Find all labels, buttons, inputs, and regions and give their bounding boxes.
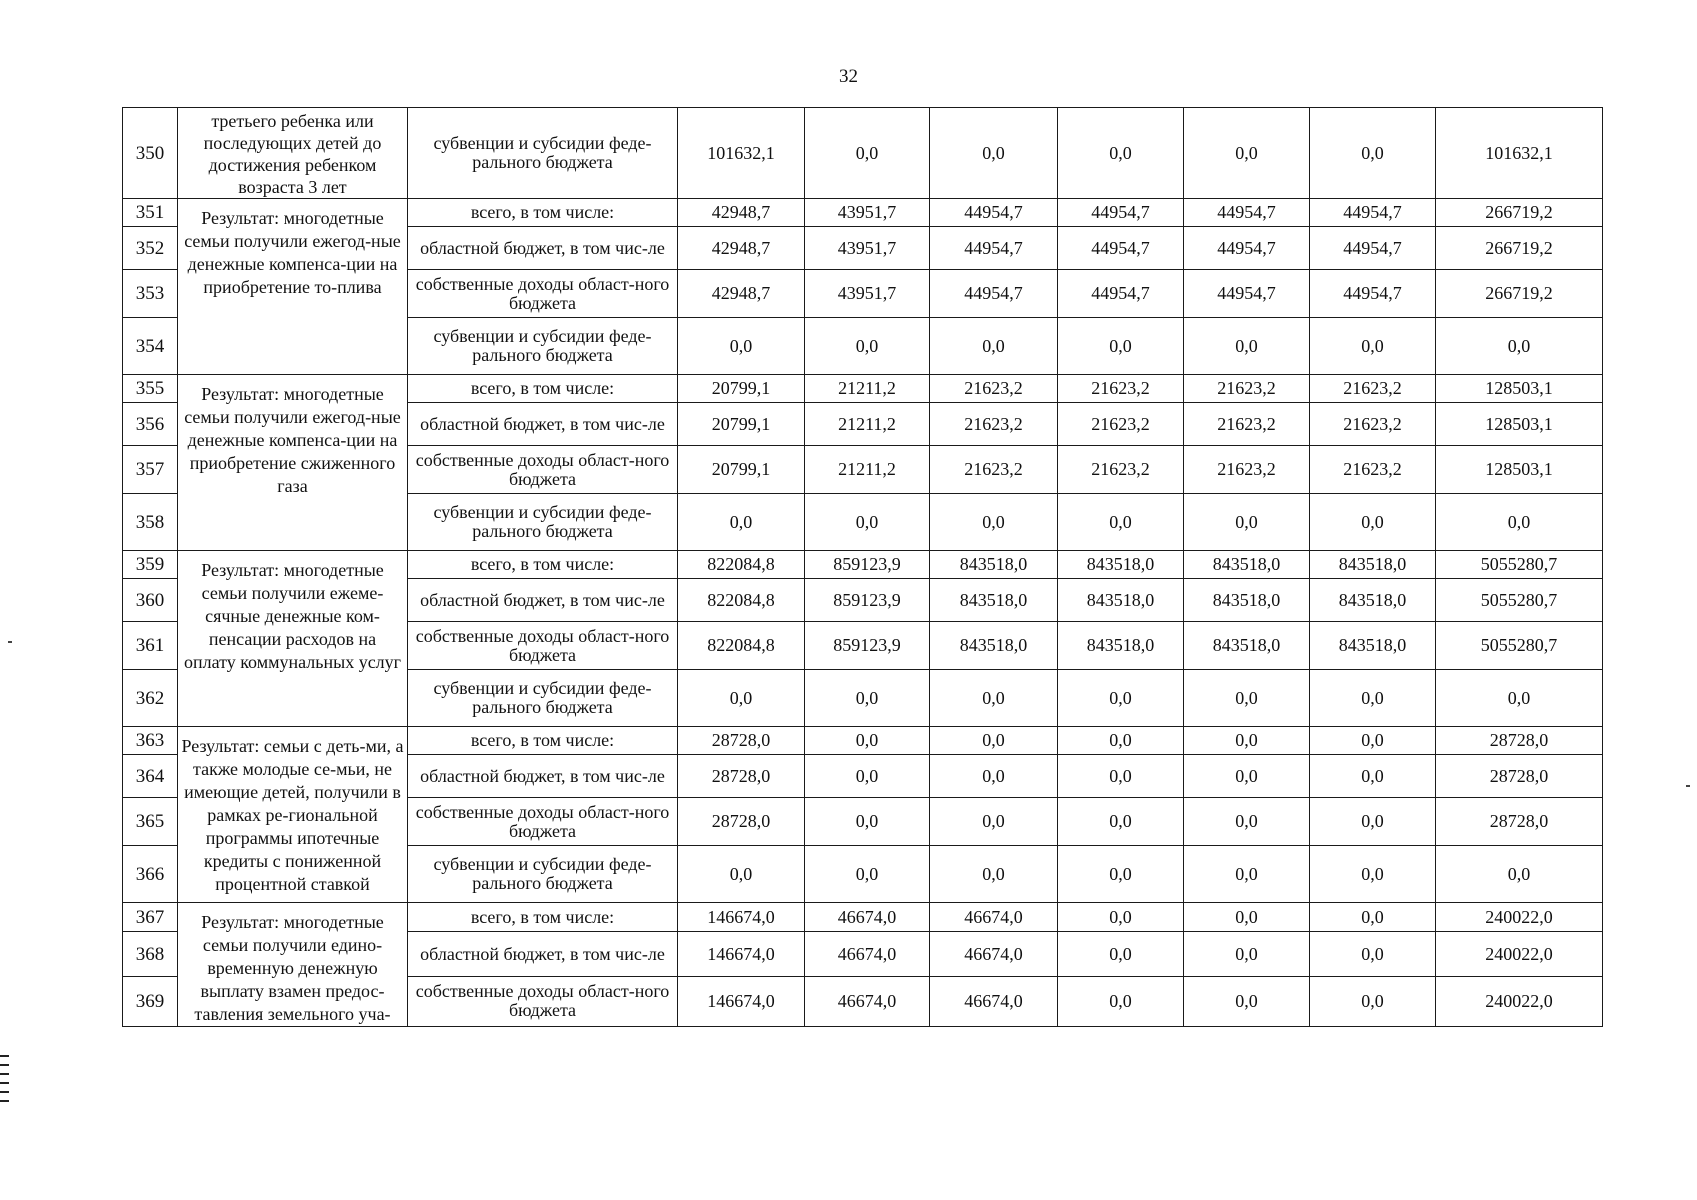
year-value: 0,0 xyxy=(1310,108,1436,199)
total-value: 128503,1 xyxy=(1436,375,1603,403)
year-value: 44954,7 xyxy=(1058,227,1184,270)
scan-speck xyxy=(1686,785,1690,787)
year-value: 0,0 xyxy=(1184,318,1310,375)
year-value: 0,0 xyxy=(805,670,930,727)
funding-source: всего, в том числе: xyxy=(408,903,678,932)
year-value: 0,0 xyxy=(1310,976,1436,1026)
row-number: 369 xyxy=(123,976,178,1026)
year-value: 0,0 xyxy=(930,846,1058,903)
year-value: 42948,7 xyxy=(678,270,805,318)
year-value: 46674,0 xyxy=(930,976,1058,1026)
year-value: 46674,0 xyxy=(805,976,930,1026)
year-value: 0,0 xyxy=(1058,903,1184,932)
year-value: 0,0 xyxy=(1310,494,1436,551)
total-value: 240022,0 xyxy=(1436,932,1603,977)
funding-source: всего, в том числе: xyxy=(408,199,678,227)
year-value: 0,0 xyxy=(930,727,1058,755)
total-value: 28728,0 xyxy=(1436,798,1603,846)
funding-source: всего, в том числе: xyxy=(408,375,678,403)
year-value: 859123,9 xyxy=(805,551,930,579)
year-value: 0,0 xyxy=(678,846,805,903)
year-value: 21623,2 xyxy=(930,446,1058,494)
year-value: 21211,2 xyxy=(805,446,930,494)
total-value: 28728,0 xyxy=(1436,727,1603,755)
funding-source: всего, в том числе: xyxy=(408,551,678,579)
year-value: 0,0 xyxy=(930,108,1058,199)
year-value: 0,0 xyxy=(1184,976,1310,1026)
year-value: 0,0 xyxy=(1058,670,1184,727)
year-value: 843518,0 xyxy=(1310,551,1436,579)
row-number: 352 xyxy=(123,227,178,270)
result-description: Результат: семьи с деть-ми, а также молодые се-мьи, не имеющие детей, получили в рамках ре-гиональной программы ипотечные кредиты с пониженной процентной ставкой xyxy=(178,727,408,903)
row-number: 367 xyxy=(123,903,178,932)
year-value: 43951,7 xyxy=(805,227,930,270)
year-value: 44954,7 xyxy=(1184,227,1310,270)
year-value: 44954,7 xyxy=(930,227,1058,270)
funding-source: субвенции и субсидии феде-рального бюджета xyxy=(408,494,678,551)
row-number: 356 xyxy=(123,403,178,446)
year-value: 44954,7 xyxy=(1310,227,1436,270)
total-value: 0,0 xyxy=(1436,670,1603,727)
funding-source: собственные доходы област-ного бюджета xyxy=(408,446,678,494)
year-value: 0,0 xyxy=(1310,846,1436,903)
row-number: 351 xyxy=(123,199,178,227)
total-value: 5055280,7 xyxy=(1436,579,1603,622)
total-value: 266719,2 xyxy=(1436,199,1603,227)
year-value: 21623,2 xyxy=(1310,375,1436,403)
year-value: 21623,2 xyxy=(1184,403,1310,446)
year-value: 146674,0 xyxy=(678,903,805,932)
total-value: 101632,1 xyxy=(1436,108,1603,199)
year-value: 28728,0 xyxy=(678,727,805,755)
row-number: 364 xyxy=(123,755,178,798)
funding-source: собственные доходы област-ного бюджета xyxy=(408,976,678,1026)
table-row xyxy=(123,551,1603,579)
funding-source: собственные доходы област-ного бюджета xyxy=(408,798,678,846)
total-value: 0,0 xyxy=(1436,494,1603,551)
funding-source: областной бюджет, в том чис-ле xyxy=(408,755,678,798)
year-value: 0,0 xyxy=(1184,932,1310,977)
year-value: 0,0 xyxy=(1058,755,1184,798)
result-description: Результат: многодетные семьи получили ежеме-сячные денежные ком-пенсации расходов на оплату коммунальных услуг xyxy=(178,551,408,727)
row-number: 354 xyxy=(123,318,178,375)
year-value: 843518,0 xyxy=(1058,622,1184,670)
funding-source: субвенции и субсидии феде-рального бюджета xyxy=(408,846,678,903)
year-value: 843518,0 xyxy=(1310,622,1436,670)
year-value: 0,0 xyxy=(805,727,930,755)
year-value: 42948,7 xyxy=(678,199,805,227)
year-value: 822084,8 xyxy=(678,579,805,622)
funding-source: областной бюджет, в том чис-ле xyxy=(408,227,678,270)
year-value: 42948,7 xyxy=(678,227,805,270)
year-value: 843518,0 xyxy=(1058,551,1184,579)
year-value: 43951,7 xyxy=(805,270,930,318)
row-number: 359 xyxy=(123,551,178,579)
year-value: 0,0 xyxy=(805,846,930,903)
row-number: 363 xyxy=(123,727,178,755)
year-value: 20799,1 xyxy=(678,375,805,403)
row-number: 368 xyxy=(123,932,178,977)
year-value: 21623,2 xyxy=(1310,403,1436,446)
year-value: 843518,0 xyxy=(930,551,1058,579)
year-value: 0,0 xyxy=(805,494,930,551)
total-value: 128503,1 xyxy=(1436,403,1603,446)
year-value: 0,0 xyxy=(678,494,805,551)
year-value: 0,0 xyxy=(930,670,1058,727)
total-value: 5055280,7 xyxy=(1436,622,1603,670)
result-description: Результат: многодетные семьи получили едино-временную денежную выплату взамен предос-тавления земельного уча- xyxy=(178,903,408,1027)
row-number: 358 xyxy=(123,494,178,551)
year-value: 46674,0 xyxy=(805,932,930,977)
year-value: 843518,0 xyxy=(1184,579,1310,622)
year-value: 843518,0 xyxy=(930,579,1058,622)
year-value: 21623,2 xyxy=(1058,375,1184,403)
year-value: 0,0 xyxy=(1184,798,1310,846)
budget-table xyxy=(122,107,1603,1027)
row-number: 355 xyxy=(123,375,178,403)
funding-source: областной бюджет, в том чис-ле xyxy=(408,579,678,622)
year-value: 44954,7 xyxy=(1184,270,1310,318)
year-value: 21623,2 xyxy=(1058,403,1184,446)
year-value: 0,0 xyxy=(930,755,1058,798)
year-value: 0,0 xyxy=(1184,846,1310,903)
funding-source: субвенции и субсидии феде-рального бюджета xyxy=(408,670,678,727)
year-value: 46674,0 xyxy=(805,903,930,932)
year-value: 0,0 xyxy=(930,798,1058,846)
total-value: 240022,0 xyxy=(1436,903,1603,932)
year-value: 0,0 xyxy=(1184,755,1310,798)
year-value: 28728,0 xyxy=(678,755,805,798)
year-value: 0,0 xyxy=(1310,727,1436,755)
scan-speck xyxy=(8,641,12,643)
year-value: 146674,0 xyxy=(678,976,805,1026)
year-value: 0,0 xyxy=(678,670,805,727)
scan-margin-marks xyxy=(0,1055,9,1107)
table-row xyxy=(123,108,1603,199)
funding-source: областной бюджет, в том чис-ле xyxy=(408,932,678,977)
year-value: 843518,0 xyxy=(1184,551,1310,579)
year-value: 101632,1 xyxy=(678,108,805,199)
year-value: 44954,7 xyxy=(930,199,1058,227)
result-description: третьего ребенка или последующих детей до достижения ребенком возраста 3 лет xyxy=(178,108,408,199)
year-value: 46674,0 xyxy=(930,932,1058,977)
year-value: 21623,2 xyxy=(1184,375,1310,403)
total-value: 266719,2 xyxy=(1436,227,1603,270)
funding-source: собственные доходы област-ного бюджета xyxy=(408,270,678,318)
row-number: 366 xyxy=(123,846,178,903)
year-value: 0,0 xyxy=(1058,494,1184,551)
table-row xyxy=(123,727,1603,755)
result-description: Результат: многодетные семьи получили ежегод-ные денежные компенса-ции на приобретение то-плива xyxy=(178,199,408,375)
year-value: 0,0 xyxy=(1058,932,1184,977)
year-value: 21211,2 xyxy=(805,403,930,446)
year-value: 44954,7 xyxy=(1310,199,1436,227)
table-row xyxy=(123,903,1603,932)
table-row xyxy=(123,199,1603,227)
total-value: 266719,2 xyxy=(1436,270,1603,318)
year-value: 0,0 xyxy=(805,108,930,199)
year-value: 0,0 xyxy=(1310,903,1436,932)
funding-source: субвенции и субсидии феде-рального бюджета xyxy=(408,318,678,375)
total-value: 5055280,7 xyxy=(1436,551,1603,579)
funding-source: областной бюджет, в том чис-ле xyxy=(408,403,678,446)
year-value: 843518,0 xyxy=(1184,622,1310,670)
year-value: 46674,0 xyxy=(930,903,1058,932)
year-value: 0,0 xyxy=(1184,903,1310,932)
year-value: 44954,7 xyxy=(1184,199,1310,227)
year-value: 0,0 xyxy=(1184,670,1310,727)
year-value: 21623,2 xyxy=(1058,446,1184,494)
year-value: 0,0 xyxy=(1058,108,1184,199)
year-value: 859123,9 xyxy=(805,622,930,670)
year-value: 0,0 xyxy=(1310,798,1436,846)
page-number: 32 xyxy=(839,66,858,87)
year-value: 0,0 xyxy=(805,318,930,375)
row-number: 361 xyxy=(123,622,178,670)
total-value: 128503,1 xyxy=(1436,446,1603,494)
year-value: 0,0 xyxy=(805,755,930,798)
year-value: 21211,2 xyxy=(805,375,930,403)
year-value: 44954,7 xyxy=(1058,199,1184,227)
year-value: 44954,7 xyxy=(1058,270,1184,318)
total-value: 0,0 xyxy=(1436,846,1603,903)
year-value: 0,0 xyxy=(930,318,1058,375)
year-value: 0,0 xyxy=(1310,932,1436,977)
year-value: 843518,0 xyxy=(1058,579,1184,622)
year-value: 0,0 xyxy=(1310,755,1436,798)
year-value: 44954,7 xyxy=(1310,270,1436,318)
table-body xyxy=(123,108,1603,1027)
year-value: 859123,9 xyxy=(805,579,930,622)
table-row xyxy=(123,375,1603,403)
row-number: 362 xyxy=(123,670,178,727)
row-number: 360 xyxy=(123,579,178,622)
year-value: 0,0 xyxy=(1310,318,1436,375)
year-value: 0,0 xyxy=(1058,846,1184,903)
year-value: 20799,1 xyxy=(678,403,805,446)
row-number: 353 xyxy=(123,270,178,318)
funding-source: собственные доходы област-ного бюджета xyxy=(408,622,678,670)
year-value: 0,0 xyxy=(805,798,930,846)
year-value: 146674,0 xyxy=(678,932,805,977)
year-value: 21623,2 xyxy=(1310,446,1436,494)
result-description: Результат: многодетные семьи получили ежегод-ные денежные компенса-ции на приобретение сжиженного газа xyxy=(178,375,408,551)
year-value: 0,0 xyxy=(678,318,805,375)
year-value: 44954,7 xyxy=(930,270,1058,318)
year-value: 843518,0 xyxy=(930,622,1058,670)
year-value: 43951,7 xyxy=(805,199,930,227)
total-value: 28728,0 xyxy=(1436,755,1603,798)
row-number: 350 xyxy=(123,108,178,199)
year-value: 822084,8 xyxy=(678,551,805,579)
year-value: 0,0 xyxy=(1058,318,1184,375)
year-value: 843518,0 xyxy=(1310,579,1436,622)
year-value: 21623,2 xyxy=(1184,446,1310,494)
row-number: 357 xyxy=(123,446,178,494)
row-number: 365 xyxy=(123,798,178,846)
year-value: 0,0 xyxy=(1184,108,1310,199)
year-value: 0,0 xyxy=(1058,976,1184,1026)
year-value: 0,0 xyxy=(1310,670,1436,727)
year-value: 20799,1 xyxy=(678,446,805,494)
year-value: 0,0 xyxy=(930,494,1058,551)
total-value: 0,0 xyxy=(1436,318,1603,375)
funding-source: всего, в том числе: xyxy=(408,727,678,755)
year-value: 0,0 xyxy=(1058,798,1184,846)
year-value: 0,0 xyxy=(1184,494,1310,551)
year-value: 822084,8 xyxy=(678,622,805,670)
year-value: 0,0 xyxy=(1058,727,1184,755)
year-value: 21623,2 xyxy=(930,403,1058,446)
year-value: 0,0 xyxy=(1184,727,1310,755)
year-value: 28728,0 xyxy=(678,798,805,846)
funding-source: субвенции и субсидии феде-рального бюджета xyxy=(408,108,678,199)
total-value: 240022,0 xyxy=(1436,976,1603,1026)
year-value: 21623,2 xyxy=(930,375,1058,403)
